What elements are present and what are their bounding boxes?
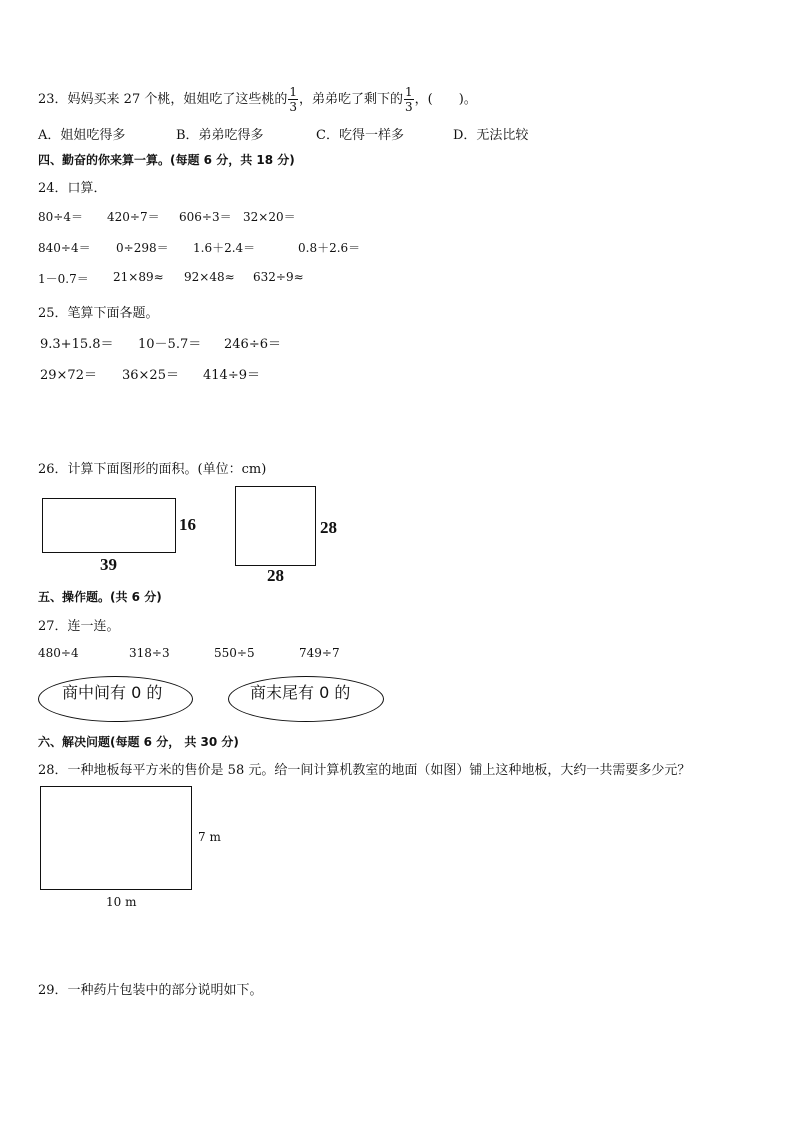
q23-option-d[interactable]: D．无法比较	[453, 128, 529, 143]
q26-rectangle	[42, 498, 176, 553]
q28-width-label: 10 m	[106, 895, 137, 909]
q28-room-rectangle	[40, 786, 192, 890]
q23-option-a[interactable]: A．姐姐吃得多	[38, 128, 126, 143]
q26-rectangle-width-label: 39	[100, 555, 117, 574]
q27-item[interactable]: 480÷4	[38, 646, 79, 660]
section-6-heading: 六、解决问题(每题 6 分， 共 30 分)	[38, 735, 239, 749]
q27-item[interactable]: 749÷7	[299, 646, 340, 660]
q23-option-b[interactable]: B．弟弟吃得多	[176, 128, 264, 143]
q26-square-width-label: 28	[267, 566, 284, 585]
q27-title: 27．连一连。	[38, 619, 120, 634]
q27-item[interactable]: 318÷3	[129, 646, 170, 660]
q26-square-height-label: 28	[320, 518, 337, 537]
q24-item: 21×89≈	[113, 270, 164, 284]
q24-title: 24．口算．	[38, 181, 107, 196]
q24-item: 606÷3＝	[179, 210, 232, 224]
q25-item: 246÷6＝	[224, 337, 281, 352]
q24-item: 840÷4＝	[38, 241, 91, 255]
q24-item: 1.6＋2.4＝	[193, 241, 256, 255]
q24-item: 80÷4＝	[38, 210, 83, 224]
q28-height-label: 7 m	[198, 830, 221, 844]
section-4-heading: 四、勤奋的你来算一算。(每题 6 分，共 18 分)	[38, 153, 295, 167]
q28-text: 28．一种地板每平方米的售价是 58 元。给一间计算机教室的地面（如图）铺上这种地板，大约一共需要多少元？	[38, 763, 691, 778]
q23-prefix: 23．妈妈买来 27 个桃，姐姐吃了这些桃的	[38, 92, 288, 107]
section-5-heading: 五、操作题。(共 6 分)	[38, 590, 162, 604]
q24-item: 0.8＋2.6＝	[298, 241, 361, 255]
q24-item: 0÷298＝	[116, 241, 169, 255]
q25-item: 29×72＝	[40, 368, 97, 383]
q27-item[interactable]: 550÷5	[214, 646, 255, 660]
q27-oval-end-zero-label: 商末尾有 0 的	[250, 683, 351, 702]
q23-question	[38, 86, 477, 113]
q25-item: 10－5.7＝	[138, 337, 202, 352]
q24-item: 92×48≈	[184, 270, 235, 284]
q25-title: 25．笔算下面各题。	[38, 306, 159, 321]
q29-text: 29．一种药片包装中的部分说明如下。	[38, 983, 263, 998]
q24-item: 1－0.7＝	[38, 272, 89, 286]
q24-item: 32×20＝	[243, 210, 296, 224]
q24-item: 420÷7＝	[107, 210, 160, 224]
q23-suffix: ，( )。	[414, 92, 477, 107]
q26-square	[235, 486, 316, 566]
q26-title: 26．计算下面图形的面积。(单位：cm)	[38, 462, 267, 477]
q23-fraction-2: $\frac{1}{3}$	[405, 85, 413, 114]
q25-item: 9.3+15.8＝	[40, 337, 114, 352]
q25-item: 36×25＝	[122, 368, 179, 383]
q26-rectangle-height-label: 16	[179, 515, 196, 534]
q27-oval-middle-zero-label: 商中间有 0 的	[62, 683, 163, 702]
q23-middle: ，弟弟吃了剩下的	[299, 92, 404, 107]
q23-option-c[interactable]: C．吃得一样多	[316, 128, 404, 143]
q23-fraction-1: $\frac{1}{3}$	[289, 85, 297, 114]
q25-item: 414÷9＝	[203, 368, 260, 383]
q24-item: 632÷9≈	[253, 270, 304, 284]
